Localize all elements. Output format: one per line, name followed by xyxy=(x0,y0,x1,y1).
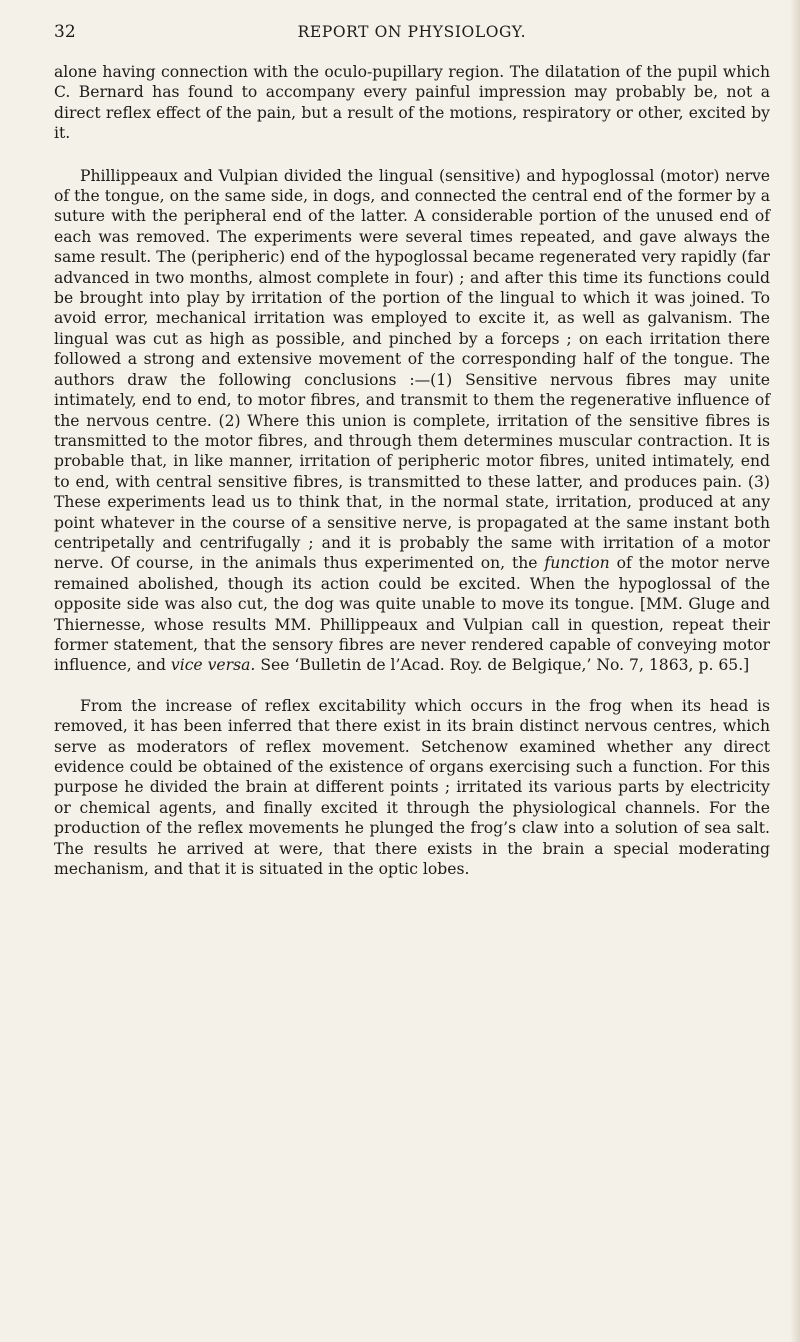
paragraph-gap xyxy=(54,144,770,166)
running-head xyxy=(54,22,770,62)
paragraph-1: alone having connection with the oculo-pupillary region. The dilatation of the pupil which C. Bernard has found to accompany every painful impression may probably be, not a direct reflex effect of the pain, but a result of the motions, respiratory or other, excited by it. xyxy=(54,63,770,143)
paragraph-2-italic-vice-versa: vice versa. xyxy=(170,656,256,675)
paragraph-2-text: Phillippeaux and Vulpian divided the lingual (sensitive) and hypoglossal (motor) nerve of the tongue, on the same side, in dogs, and connected the central end of the former by a suture with the peripheral end of the latter. A considerable portion of the unused end of each was removed. The experiments were several times repeated, and gave always the same result. The (peripheric) end of the hypoglossal became regenerated very rapidly (far advanced in two months, almost complete in four) ; and after this time its functions could be brought into play by irritation of the portion of the lingual to which it was joined. To avoid error, mechanical irritation was employed to excite it, as well as galvanism. The lingual was cut as high as possible, and pinched by a forceps ; on each irritation there followed a strong and extensive movement of the corresponding half of the tongue. The authors draw the following conclusions :—(1) Sensitive nervous fibres may unite intimately, end to end, to motor fibres, and transmit to them the regenerative influence of the nervous centre. (2) Where this union is complete, irritation of the sensitive fibres is transmitted to the motor fibres, and through them determines muscular contraction. It is probable that, in like manner, irritation of peripheric motor fibres, united intimately, end to end, with central sensitive fibres, is transmitted to these latter, and produces pain. (3) These experiments lead us to think that, in the normal state, irritation, produced at any point whatever in the course of a sensitive nerve, is propagated at the same instant both centripetally and centrifugally ; and it is probably the same with irritation of a motor nerve. Of course, in the animals thus experimented on, the xyxy=(54,166,770,573)
running-title: REPORT ON PHYSIOLOGY. xyxy=(297,23,527,41)
page-number: 32 xyxy=(54,22,76,42)
paragraph-3: From the increase of reflex excitability which occurs in the frog when its head is removed, it has been inferred that there exist in its brain distinct nervous centres, which serve as moderators of reflex movement. Setchenow examined whether any direct evidence could be obtained of the existence of organs exercising such a function. For this purpose he divided the brain at different points ; irritated its various parts by electricity or chemical agents, and finally excited it through the physiological channels. For the production of the reflex movements he plunged the frog’s claw into a solution of sea salt. The results he arrived at were, that there exists in the brain a special moderating mechanism, and that it is situated in the optic lobes. xyxy=(54,696,770,879)
paragraph-2 xyxy=(54,166,770,676)
paragraph-2-text-after: of the motor nerve remained abolished, though its action could be excited. When the hypoglossal of the opposite side was also cut, the dog was quite unable to move its tongue. [MM. Gluge and Thiernesse, whose results MM. Phillippeaux and Vulpian call in question, repeat their former statement, that the sensory fibres are never rendered capable of conveying motor influence, and xyxy=(54,554,770,675)
paragraph-gap xyxy=(54,676,770,696)
paragraph-2-text-end: See ‘Bulletin de l’Acad. Roy. de Belgique,’ No. 7, 1863, p. 65.] xyxy=(255,656,750,675)
page-edge-shadow xyxy=(790,0,800,1342)
paragraph-2-italic-function: function xyxy=(544,554,610,573)
